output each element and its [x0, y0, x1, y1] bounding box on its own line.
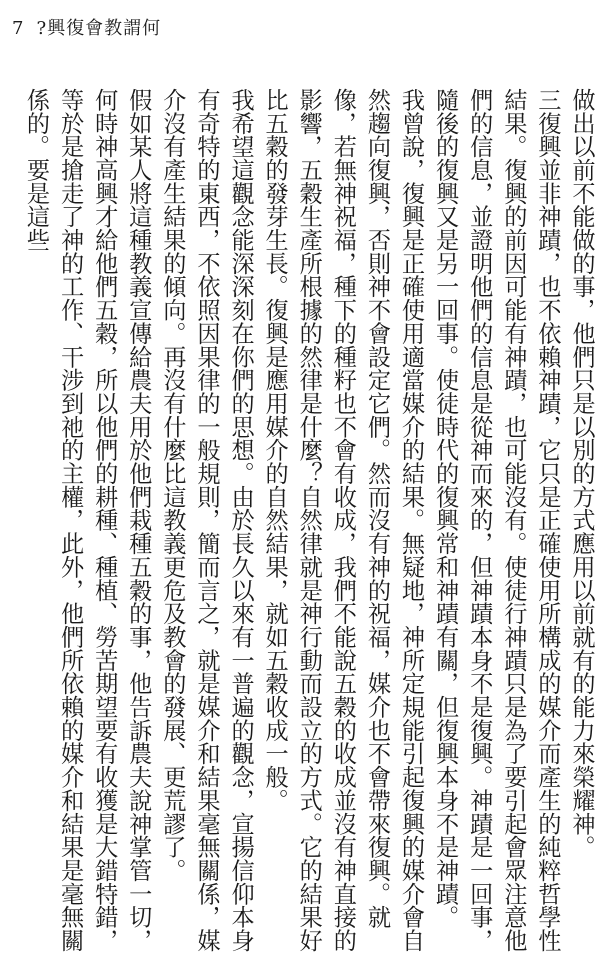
paragraph-1: 做出以前不能做的事，他們只是以別的方式應用以前就有的能力來榮耀神。 [568, 88, 595, 859]
paragraph-2: 三復興並非神蹟，也不依賴神蹟，它只是正確使用所構成的媒介而產生的純粹哲學性結果。復興的前因可能有神蹟，也可能沒有。使徒行神蹟只是為了要引起會眾注意他們的信息，並證明他們的信息是從神而來的，但神蹟本身不是復興。神蹟是一回事，隨後的復興又是另一回事。使徒時代的復興常和神蹟有關，但復興本身不是神蹟。 [431, 88, 561, 952]
page-number: 7 [12, 18, 25, 39]
running-head [12, 14, 161, 42]
running-title: ?興復會教謂何 [36, 18, 162, 39]
paragraph-3: 我曾說，復興是正確使用適當媒介的結果。無疑地，神所定規能引起復興的媒介會自然趨向復興，否則神不會設定它們。然而沒有神的祝福，媒介也不會帶來復興。就像，若無神祝福，種下的種籽也不會有收成，我們不能說五穀的收成並沒有神直接的影響，五穀生產所根據的然律是什麼？自然律就是神行動而設立的方式。它的結果好比五穀的發芽生長。復興是應用媒介的自然結果，就如五穀收成一般。 [261, 88, 425, 952]
paragraph-4: 我希望這觀念能深深刻在你們的思想。由於長久以來有一普遍的觀念，宣揚信仰本身有奇特的東西，不依照因果律的一般規則，簡而言之，就是媒介和結果毫無關係，媒介沒有產生結果的傾向。再沒有什麼比這教義更危及教會的發展、更荒謬了。 [158, 88, 255, 952]
paragraph-5: 假如某人將這種教義宣傳給農夫用於他們栽種五穀的事，他告訴農夫說神掌管一切，何時神高興才給他們五穀，所以他們的耕種、種植、勞苦期望要有收獲是大錯特錯，等於是搶走了神的工作、干涉到祂的主權，此外，他們所依賴的媒介和結果是毫無關係的。要是這些 [22, 88, 152, 952]
vertical-text-columns [2, 88, 598, 958]
body-text [2, 88, 598, 958]
